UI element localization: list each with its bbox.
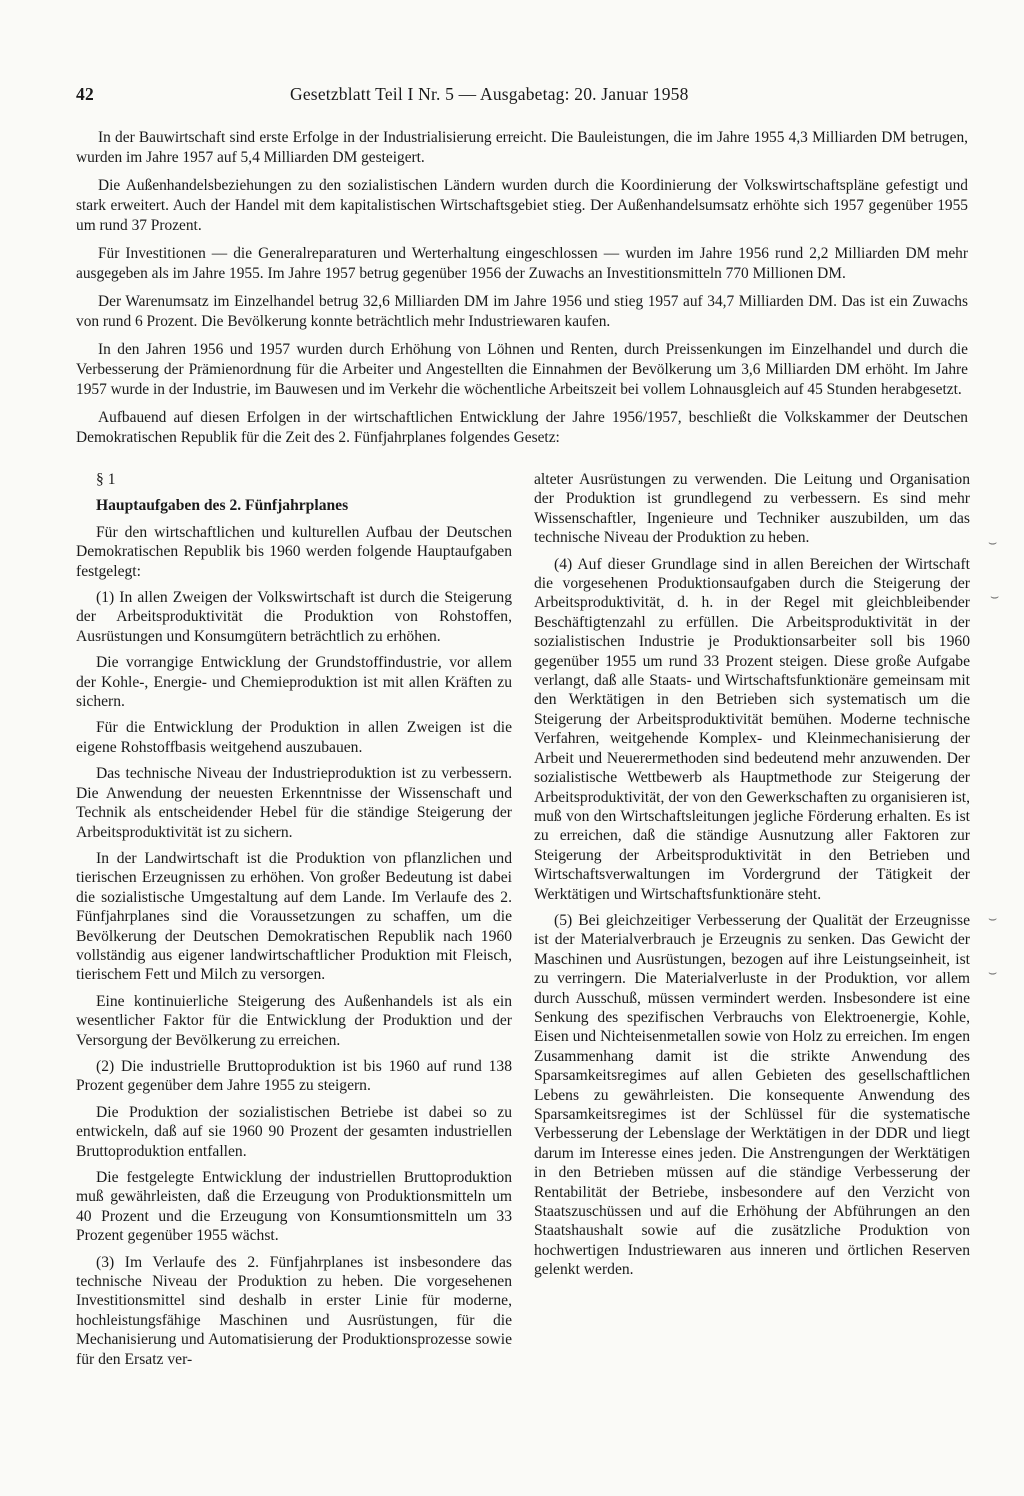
paragraph: (2) Die industrielle Bruttoproduktion ist bis 1960 auf rund 138 Prozent gegenüber dem Jahre 1955 zu steigern. bbox=[76, 1057, 512, 1095]
preamble bbox=[76, 128, 968, 456]
paragraph: Die Produktion der sozialistischen Betriebe ist dabei so zu entwickeln, daß auf sie 1960 90 Prozent der gesamten industriellen Bruttoproduktion entfallen. bbox=[76, 1103, 512, 1160]
margin-mark: ⌣ bbox=[988, 966, 998, 981]
paragraph: In der Landwirtschaft ist die Produktion von pflanzlichen und tierischen Erzeugnissen zu erhöhen. Von großer Bedeutung ist dabei die sozialistische Umgestaltung auf dem Lande. Im Verlaufe des 2. Fünfjahrplanes sind die Voraussetzungen zu schaffen, um die Bevölkerung der Deutschen Demokratischen Republik nach 1960 vollständig aus eigener landwirtschaftlicher Produktion mit Fleisch, tierischem Fett und Milch zu versorgen. bbox=[76, 849, 512, 984]
page-header bbox=[76, 84, 976, 110]
paragraph: (4) Auf dieser Grundlage sind in allen Bereichen der Wirtschaft die vorgesehenen Produktionsaufgaben durch die Steigerung der Arbeitsproduktivität, d. h. in der Regel mit gleichbleibender Beschäftigtenzahl zu erfüllen. Die Arbeitsproduktivität in der sozialistischen Industrie je Produktionsarbeiter soll bis 1960 gegenüber 1955 um rund 33 Prozent steigen. Diese große Aufgabe verlangt, daß alle Staats- und Wirtschaftsfunktionäre gemeinsam mit den Werktätigen in den Betrieben sich systematisch um die Steigerung der Arbeitsproduktivität bemühen. Moderne technische Verfahren, weitgehende Komplex- und Kleinmechanisierung der Arbeit und Neuerermethoden sind bedeutend mehr anzuwenden. Der sozialistische Wettbewerb als Hauptmethode zur Steigerung der Arbeitsproduktivität, der von den Gewerkschaften zu organisieren ist, muß von den Wirtschaftsleitungen jegliche Förderung erhalten. Es ist zu erreichen, daß die ständige Ausnutzung aller Faktoren zur Steigerung der Arbeitsproduktivität in den Betrieben und Wirtschaftsverwaltungen im Vordergrund der Tätigkeit der Werktätigen und Wirtschaftsfunktionäre steht. bbox=[534, 555, 970, 903]
left-column bbox=[76, 470, 512, 1376]
paragraph: Aufbauend auf diesen Erfolgen in der wirtschaftlichen Entwicklung der Jahre 1956/1957, beschließt die Volkskammer der Deutschen Demokratischen Republik für die Zeit des 2. Fünfjahrplanes folgendes Gesetz: bbox=[76, 409, 968, 446]
paragraph: (5) Bei gleichzeitiger Verbesserung der Qualität der Erzeugnisse ist der Materialverbrauch je Erzeugnis zu senken. Das Gewicht der Maschinen und Ausrüstungen, bezogen auf ihre Leistungseinheit, ist zu verringern. Die Materialverluste in der Produktion, vor allem durch Ausschuß, müssen vermindert werden. Insbesondere ist eine Senkung des spezifischen Verbrauchs von Elektroenergie, Kohle, Eisen und Nichteisenmetallen sowie von Holz zu erreichen. Im engen Zusammenhang damit ist die strikte Anwendung des Sparsamkeitsregimes auf allen Gebieten des gesellschaftlichen Lebens zu gewährleisten. Die konsequente Anwendung des Sparsamkeitsregimes ist der Schlüssel für die systematische Verbesserung der Lebenslage der Werktätigen in der DDR und liegt darum im Interesse eines jeden. Die Anstrengungen der Werktätigen in den Betrieben müssen auf die ständige Verbesserung der Rentabilität der Betriebe, insbesondere auf den Verzicht von Staatszuschüssen und auf die Erhöhung der Abführungen an den Staatshaushalt sowie auf die zusätzliche Produktion von hochwertigen Industriewaren aus inneren und örtlichen Reserven gelenkt werden. bbox=[534, 911, 970, 1279]
paragraph: Die vorrangige Entwicklung der Grundstoffindustrie, vor allem der Kohle-, Energie- und Chemieproduktion ist mit allen Kräften zu sichern. bbox=[76, 654, 512, 711]
margin-mark: ⌣ bbox=[990, 590, 1000, 605]
margin-mark: ⌣ bbox=[988, 912, 998, 927]
section-title: Hauptaufgaben des 2. Fünfjahrplanes bbox=[96, 497, 349, 515]
paragraph: Die Außenhandelsbeziehungen zu den sozialistischen Ländern wurden durch die Koordinierung der Volkswirtschaftspläne gefestigt und stark erweitert. Auch der Handel mit dem kapitalistischen Wirtschaftsgebiet stieg. Der Außenhandelsumsatz erhöhte sich 1957 gegenüber 1955 um rund 37 Prozent. bbox=[76, 177, 968, 234]
section-number: § 1 bbox=[96, 471, 116, 488]
margin-mark: ⌣ bbox=[988, 536, 998, 551]
paragraph: Der Warenumsatz im Einzelhandel betrug 32,6 Milliarden DM im Jahre 1956 und stieg 1957 auf 34,7 Milliarden DM. Das ist ein Zuwachs von rund 6 Prozent. Die Bevölkerung konnte beträchtlich mehr Industriewaren kaufen. bbox=[76, 293, 968, 330]
paragraph: In der Bauwirtschaft sind erste Erfolge in der Industrialisierung erreicht. Die Bauleistungen, die im Jahre 1955 4,3 Milliarden DM betrugen, wurden im Jahre 1957 auf 5,4 Milliarden DM gesteigert. bbox=[76, 129, 968, 166]
paragraph: (3) Im Verlaufe des 2. Fünfjahrplanes ist insbesondere das technische Niveau der Produktion zu heben. Die vorgesehenen Investitionsmittel sind deshalb in erster Linie für moderne, hochleistungsfähige Maschinen und Ausrüstungen, für die Mechanisierung und Automatisierung der Produktionsprozesse sowie für den Ersatz ver- bbox=[76, 1253, 512, 1368]
paragraph: Die festgelegte Entwicklung der industriellen Bruttoproduktion muß gewährleisten, daß die Erzeugung von Produktionsmitteln um 40 Prozent und die Erzeugung von Konsumtionsmitteln um 33 Prozent gegenüber 1955 wächst. bbox=[76, 1169, 512, 1245]
paragraph: Für Investitionen — die Generalreparaturen und Werterhaltung eingeschlossen — wurden im Jahre 1956 rund 2,2 Milliarden DM mehr ausgegeben als im Jahre 1955. Im Jahre 1957 betrug gegenüber 1956 der Zuwachs an Investitionsmitteln 770 Millionen DM. bbox=[76, 245, 968, 282]
gazette-title: Gesetzblatt Teil I Nr. 5 — Ausgabetag: 20. Januar 1958 bbox=[290, 84, 689, 104]
paragraph: (1) In allen Zweigen der Volkswirtschaft ist durch die Steigerung der Arbeitsproduktivität die Produktion von Rohstoffen, Ausrüstungen und Konsumgütern beträchtlich zu erhöhen. bbox=[76, 589, 512, 645]
paragraph: alteter Ausrüstungen zu verwenden. Die Leitung und Organisation der Produktion ist grundlegend zu verbessern. Es sind mehr Wissenschaftler, Ingenieure und Techniker auszubilden, um das technische Niveau der Produktion zu heben. bbox=[534, 471, 970, 547]
paragraph: In den Jahren 1956 und 1957 wurden durch Erhöhung von Löhnen und Renten, durch Preissenkungen im Einzelhandel und durch die Verbesserung der Prämienordnung für die Arbeiter und Angestellten die Einnahmen der Bevölkerung um 3,6 Milliarden DM erhöht. Im Jahre 1957 wurde in der Industrie, im Bauwesen und im Verkehr die wöchentliche Arbeitszeit bei vollem Lohnausgleich auf 45 Stunden herabgesetzt. bbox=[76, 341, 968, 398]
paragraph: Für den wirtschaftlichen und kulturellen Aufbau der Deutschen Demokratischen Republik bis 1960 werden folgende Hauptaufgaben festgelegt: bbox=[76, 523, 512, 580]
paragraph: Das technische Niveau der Industrieproduktion ist zu verbessern. Die Anwendung der neuesten Erkenntnisse der Wissenschaft und Technik als entscheidender Hebel für die ständige Steigerung der Arbeitsproduktivität ist zu sichern. bbox=[76, 765, 512, 841]
page-number: 42 bbox=[76, 84, 94, 104]
paragraph: Eine kontinuierliche Steigerung des Außenhandels ist als ein wesentlicher Faktor für die Entwicklung der Produktion und der Versorgung der Bevölkerung zu erreichen. bbox=[76, 992, 512, 1049]
right-column bbox=[534, 470, 970, 1287]
paragraph: Für die Entwicklung der Produktion in allen Zweigen ist die eigene Rohstoffbasis weitgehend auszubauen. bbox=[76, 719, 512, 756]
